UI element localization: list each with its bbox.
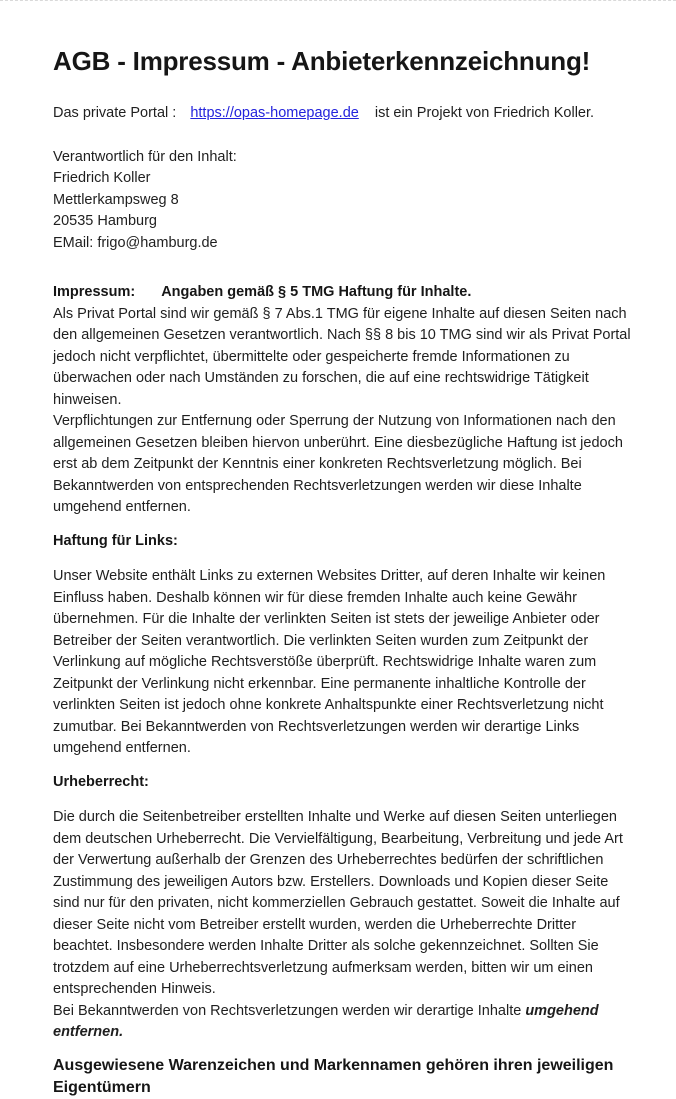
links-heading: Haftung für Links:: [53, 532, 178, 549]
contact-line-responsible: Verantwortlich für den Inhalt:: [53, 148, 237, 165]
links-paragraph: Unser Website enthält Links zu externen Websites Dritter, auf deren Inhalte wir keinen Einfluss haben. Deshalb können wir für diese fremden Inhalte auch keine Gewähr übernehmen. Für die Inhalte der verlinkten Seiten ist stets der jeweilige Anbieter oder Betreiber der Seiten verantwortlich. Die verlinkten Seiten wurden zum Zeitpunkt der Verlinkung auf mögliche Rechtsverstöße überprüft. Rechtswidrige Inhalte waren zum Zeitpunkt der Verlinkung nicht erkennbar. Eine permanente inhaltliche Kontrolle der verlinkten Seiten ist jedoch ohne konkrete Anhaltspunkte einer Rechtsverletzung nicht zumutbar. Bei Bekanntwerden von Rechtsverletzungen werden wir derartige Links umgehend entfernen.: [53, 568, 606, 757]
impressum-heading: [53, 282, 638, 304]
impressum-heading-subtitle: Angaben gemäß § 5 TMG Haftung für Inhalte.: [161, 284, 472, 301]
impressum-paragraph-1: Als Privat Portal sind wir gemäß § 7 Abs.1 TMG für eigene Inhalte auf diesen Seiten nach den allgemeinen Gesetzen verantwortlich. Nach §§ 8 bis 10 TMG sind wir als Privat Portal jedoch nicht verpflichtet, übermittelte oder gespeicherte fremde Informationen zu überwachen oder nach Umständen zu forschen, die auf eine rechtswidrige Tätigkeit hinweisen.: [53, 305, 631, 408]
intro-prefix: Das private Portal :: [53, 105, 177, 122]
contact-block: [53, 147, 638, 255]
copyright-paragraph: Die durch die Seitenbetreiber erstellten Inhalte und Werke auf diesen Seiten unterliegen dem deutschen Urheberrecht. Die Vervielfältigung, Bearbeitung, Verbreitung und jede Art der Verwertung außerhalb der Grenzen des Urheberrechtes bedürfen der schriftlichen Zustimmung des jeweiligen Autors bzw. Erstellers. Downloads und Kopien dieser Seite sind nur für den privaten, nicht kommerziellen Gebrauch gestattet. Soweit die Inhalte auf dieser Seite nicht vom Betreiber erstellt wurden, werden die Urheberrechte Dritter beachtet. Insbesondere werden Inhalte Dritter als solche gekennzeichnet. Sollten Sie trotzdem auf eine Urheberrechtsverletzung aufmerksam werden, bitten wir um einen entsprechenden Hinweis.: [53, 809, 623, 998]
impressum-paragraph-2: Verpflichtungen zur Entfernung oder Sperrung der Nutzung von Informationen nach den allgemeinen Gesetzen bleiben hiervon unberührt. Eine diesbezügliche Haftung ist jedoch erst ab dem Zeitpunkt der Kenntnis einer konkreten Rechtsverletzung möglich. Bei Bekanntwerden von entsprechenden Rechtsverletzungen werden wir diese Inhalte umgehend entfernen.: [53, 413, 623, 516]
intro-paragraph: [53, 103, 638, 125]
contact-line-street: Mettlerkampsweg 8: [53, 191, 179, 208]
copyright-closing-emphasis: umgehend entfernen.: [53, 1002, 599, 1041]
section-copyright: [53, 772, 638, 1044]
copyright-closing-prefix: Bei Bekanntwerden von Rechtsverletzungen werden wir derartige Inhalte: [53, 1002, 526, 1019]
intro-suffix: ist ein Projekt von Friedrich Koller.: [374, 105, 595, 122]
copyright-closing-line: [53, 1001, 638, 1044]
section-impressum: [53, 282, 638, 519]
trademark-note: Ausgewiesene Warenzeichen und Markennamen gehören ihren jeweiligen Eigentümern: [53, 1056, 614, 1096]
contact-line-name: Friedrich Koller: [53, 170, 151, 187]
page-title: AGB - Impressum - Anbieterkennzeichnung!: [53, 46, 591, 76]
section-links-liability: [53, 531, 638, 760]
homepage-link[interactable]: https://opas-homepage.de: [190, 105, 359, 122]
contact-line-city: 20535 Hamburg: [53, 213, 157, 230]
impressum-heading-label: Impressum:: [53, 284, 136, 301]
document-page: [0, 1, 676, 1099]
contact-line-email: EMail: frigo@hamburg.de: [53, 234, 218, 251]
copyright-heading: Urheberrecht:: [53, 773, 149, 790]
